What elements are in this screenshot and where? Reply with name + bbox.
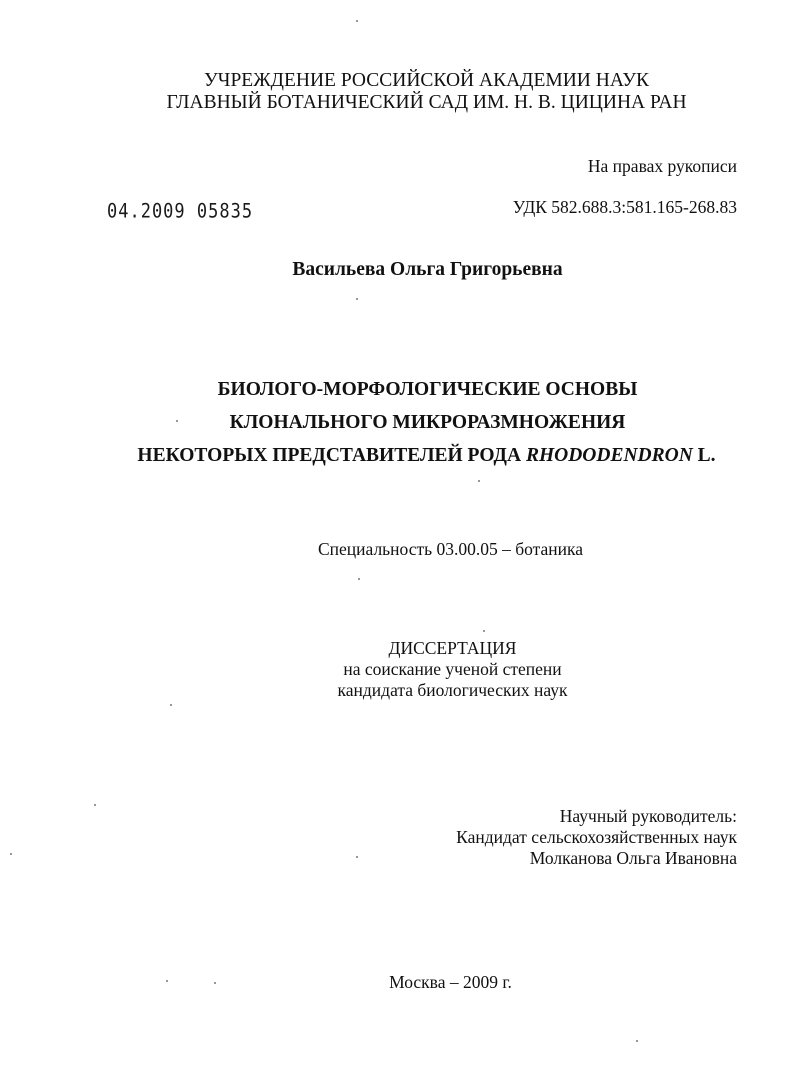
scan-speck	[356, 856, 358, 858]
advisor-name: Молканова Ольга Ивановна	[529, 848, 737, 868]
scan-speck	[356, 20, 358, 22]
title-line-3-prefix: НЕКОТОРЫХ ПРЕДСТАВИТЕЛЕЙ РОДА	[137, 445, 526, 466]
advisor-label: Научный руководитель:	[559, 806, 737, 826]
institution-line-1: УЧРЕЖДЕНИЕ РОССИЙСКОЙ АКАДЕМИИ НАУК	[203, 70, 650, 91]
document-type-line-2: на соискание ученой степени	[343, 659, 562, 679]
scan-speck	[483, 630, 485, 632]
scan-speck	[478, 480, 480, 482]
scan-speck	[166, 980, 168, 982]
city-year-footer: Москва – 2009 г.	[389, 972, 512, 992]
scan-speck	[176, 420, 178, 422]
scan-speck	[94, 804, 96, 806]
dissertation-title	[0, 373, 793, 472]
scientific-advisor-block	[456, 806, 737, 869]
title-genus-name: RHODODENDRON	[525, 445, 693, 466]
author-name: Васильева Ольга Григорьевна	[292, 259, 563, 280]
scan-speck	[636, 1040, 638, 1042]
document-type-line-1: ДИССЕРТАЦИЯ	[388, 638, 517, 658]
title-line-2: КЛОНАЛЬНОГО МИКРОРАЗМНОЖЕНИЯ	[229, 412, 626, 433]
manuscript-rights-note: На правах рукописи	[587, 156, 737, 176]
scan-speck	[170, 704, 172, 706]
scan-speck	[356, 298, 358, 300]
registration-stamp-number: 04.2009 05835	[107, 200, 254, 223]
title-line-3	[0, 439, 793, 472]
title-line-1: БИОЛОГО-МОРФОЛОГИЧЕСКИЕ ОСНОВЫ	[217, 379, 638, 400]
document-type-block	[0, 638, 793, 701]
document-type-line-3: кандидата биологических наук	[337, 680, 568, 700]
scan-speck	[358, 578, 360, 580]
advisor-degree: Кандидат сельскохозяйственных наук	[456, 827, 737, 847]
udc-code: УДК 582.688.3:581.165-268.83	[512, 197, 737, 217]
institution-line-2: ГЛАВНЫЙ БОТАНИЧЕСКИЙ САД ИМ. Н. В. ЦИЦИНА РАН	[166, 92, 687, 113]
scan-speck	[214, 982, 216, 984]
title-line-3-suffix: L.	[692, 445, 716, 466]
scan-speck	[10, 853, 12, 855]
institution-header	[0, 70, 793, 114]
specialty-line: Специальность 03.00.05 – ботаника	[317, 539, 584, 559]
